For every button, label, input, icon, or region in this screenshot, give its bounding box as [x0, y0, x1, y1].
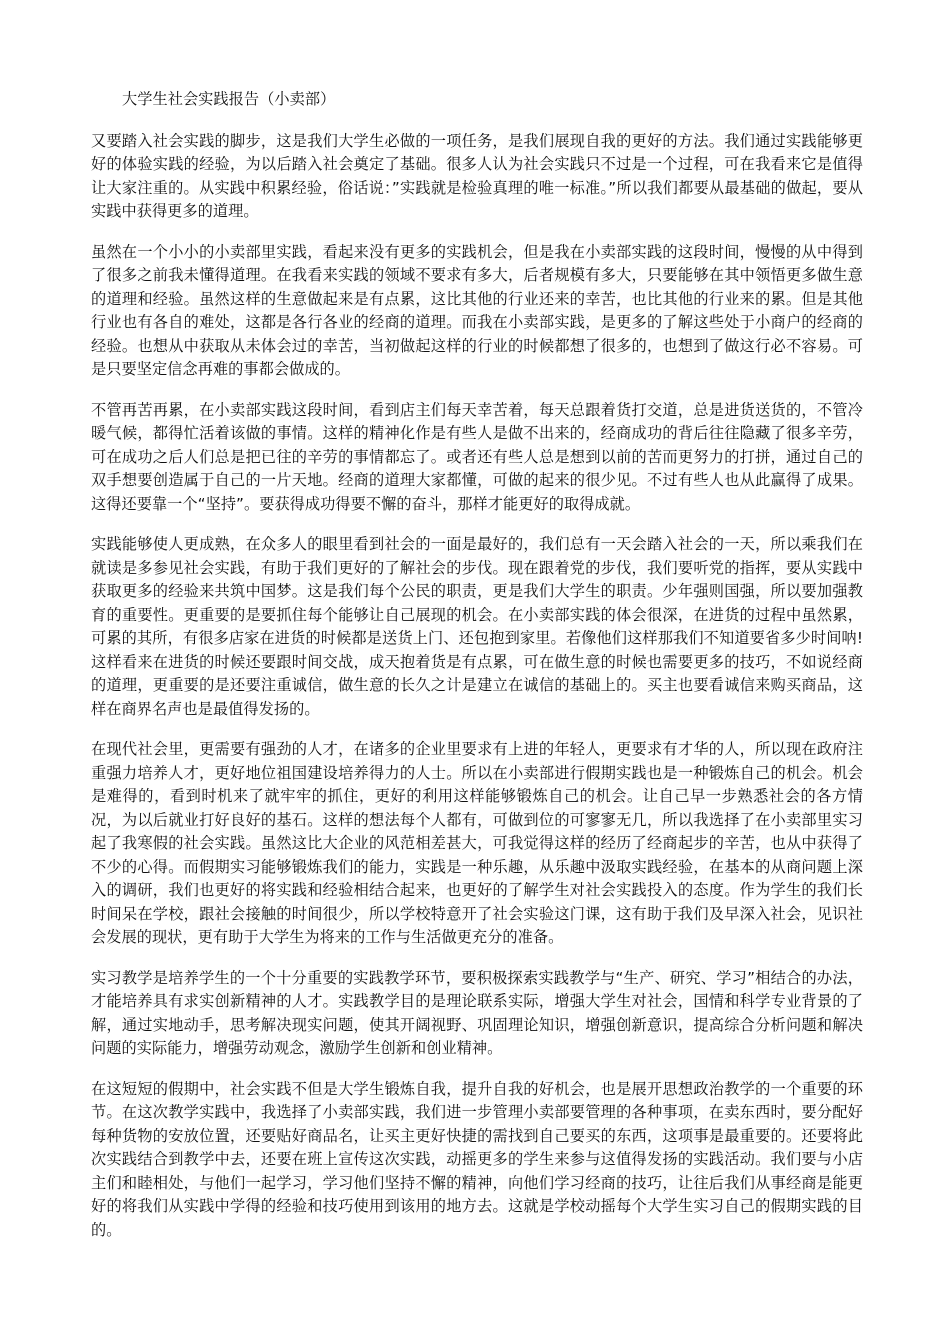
paragraph: 在现代社会里，更需要有强劲的人才，在诸多的企业里要求有上进的年轻人，更要求有才华的人，所以现在政府注重强力培养人才，更好地位祖国建设培养得力的人士。所以在小卖部进行假期实践也是一种锻炼自己的机会。机会是难得的，看到时机来了就牢牢的抓住，更好的利用这样能够锻炼自己的机会。让自己早一步熟悉社会的各方情况，为以后就业打好良好的基石。这样的想法每个人都有，可做到位的可寥寥无几，所以我选择了在小卖部里实习起了我寒假的社会实践。虽然这比大企业的风范相差甚大，可我觉得这样的经历了经商起步的辛苦，也从中获得了不少的心得。而假期实习能够锻炼我们的能力，实践是一种乐趣，从乐趣中汲取实践经验，在基本的从商问题上深入的调研，我们也更好的将实践和经验相结合起来，也更好的了解学生对社会实践投入的态度。作为学生的我们长时间呆在学校，跟社会接触的时间很少，所以学校特意开了社会实验这门课，这有助于我们及早深入社会，见识社会发展的现状，更有助于大学生为将来的工作与生活做更充分的准备。 — [91, 740, 863, 946]
paragraph: 虽然在一个小小的小卖部里实践，看起来没有更多的实践机会，但是我在小卖部实践的这段时间，慢慢的从中得到了很多之前我未懂得道理。在我看来实践的领域不要求有多大，后者规模有多大，只要能够在其中领悟更多做生意的道理和经验。虽然这样的生意做起来是有点累，这比其他的行业还来的幸苦，也比其他的行业来的累。但是其他行业也有各自的难处，这都是各行各业的经商的道理。而我在小卖部实践，是更多的了解这些处于小商户的经商的经验。也想从中获取从未体会过的幸苦，当初做起这样的行业的时候都想了很多的，也想到了做这行必不容易。可是只要坚定信念再难的事都会做成的。 — [91, 242, 863, 378]
paragraph: 又要踏入社会实践的脚步，这是我们大学生必做的一项任务，是我们展现自我的更好的方法。我们通过实践能够更好的体验实践的经验，为以后踏入社会奠定了基础。很多人认为社会实践只不过是一个过程，可在我看来它是值得让大家注重的。从实践中积累经验，俗话说：”实践就是检验真理的唯一标准。”所以我们都要从最基础的做起，要从实践中获得更多的道理。 — [91, 131, 863, 220]
paragraph: 不管再苦再累，在小卖部实践这段时间，看到店主们每天幸苦着，每天总跟着货打交道，总是进货送货的，不管冷暖气候，都得忙活着该做的事情。这样的精神化作是有些人是做不出来的，经商成功的背后往往隐藏了很多辛劳，可在成功之后人们总是把已往的辛劳的事情都忘了。或者还有些人总是想到以前的苦而更努力的打拼，通过自己的双手想要创造属于自己的一片天地。经商的道理大家都懂，可做的起来的很少见。不过有些人也从此赢得了成果。这得还要靠一个“坚持”。要获得成功得要不懈的奋斗，那样才能更好的取得成就。 — [91, 400, 863, 513]
document-title: 大学生社会实践报告（小卖部） — [122, 90, 336, 108]
paragraph: 在这短短的假期中，社会实践不但是大学生锻炼自我，提升自我的好机会，也是展开思想政治教学的一个重要的环节。在这次教学实践中，我选择了小卖部实践，我们进一步管理小卖部要管理的各种事项，在卖东西时，要分配好每种货物的安放位置，还要贴好商品名，让买主更好快捷的需找到自己要买的东西，这项事是最重要的。还要将此次实践结合到教学中去，还要在班上宣传这次实践，动摇更多的学生来参与这值得发扬的实践活动。我们要与小店主们和睦相处，与他们一起学习，学习他们坚持不懈的精神，向他们学习经商的技巧，让往后我们从事经商是能更好的将我们从实践中学得的经验和技巧使用到该用的地方去。这就是学校动摇每个大学生实习自己的假期实践的目的。 — [91, 1079, 863, 1239]
paragraph: 实习教学是培养学生的一个十分重要的实践教学环节，要积极探索实践教学与“生产、研究、学习”相结合的办法，才能培养具有求实创新精神的人才。实践教学目的是理论联系实际，增强大学生对社会，国情和科学专业背景的了解，通过实地动手，思考解决现实问题，使其开阔视野、巩固理论知识，增强创新意识，提高综合分析问题和解决问题的实际能力，增强劳动观念，激励学生创新和创业精神。 — [91, 968, 863, 1057]
paragraph: 实践能够使人更成熟，在众多人的眼里看到社会的一面是最好的，我们总有一天会踏入社会的一天，所以乘我们在就读是多参见社会实践，有助于我们更好的了解社会的步伐。现在跟着党的步伐，我们要听党的指挥，要从实践中获取更多的经验来共筑中国梦。这是我们每个公民的职责，更是我们大学生的职责。少年强则国强，所以要加强教育的重要性。更重要的是要抓住每个能够让自己展现的机会。在小卖部实践的体会很深，在进货的过程中虽然累，可累的其所，有很多店家在进货的时候都是送货上门、还包抱到家里。若像他们这样那我们不知道要省多少时间呐!这样看来在进货的时候还要跟时间交战，成天抱着货是有点累，可在做生意的时候也需要更多的技巧，不如说经商的道理，更重要的是还要注重诚信，做生意的长久之计是建立在诚信的基础上的。买主也要看诚信来购买商品，这样在商界名声也是最值得发扬的。 — [91, 535, 863, 718]
document-page — [91, 88, 863, 1259]
